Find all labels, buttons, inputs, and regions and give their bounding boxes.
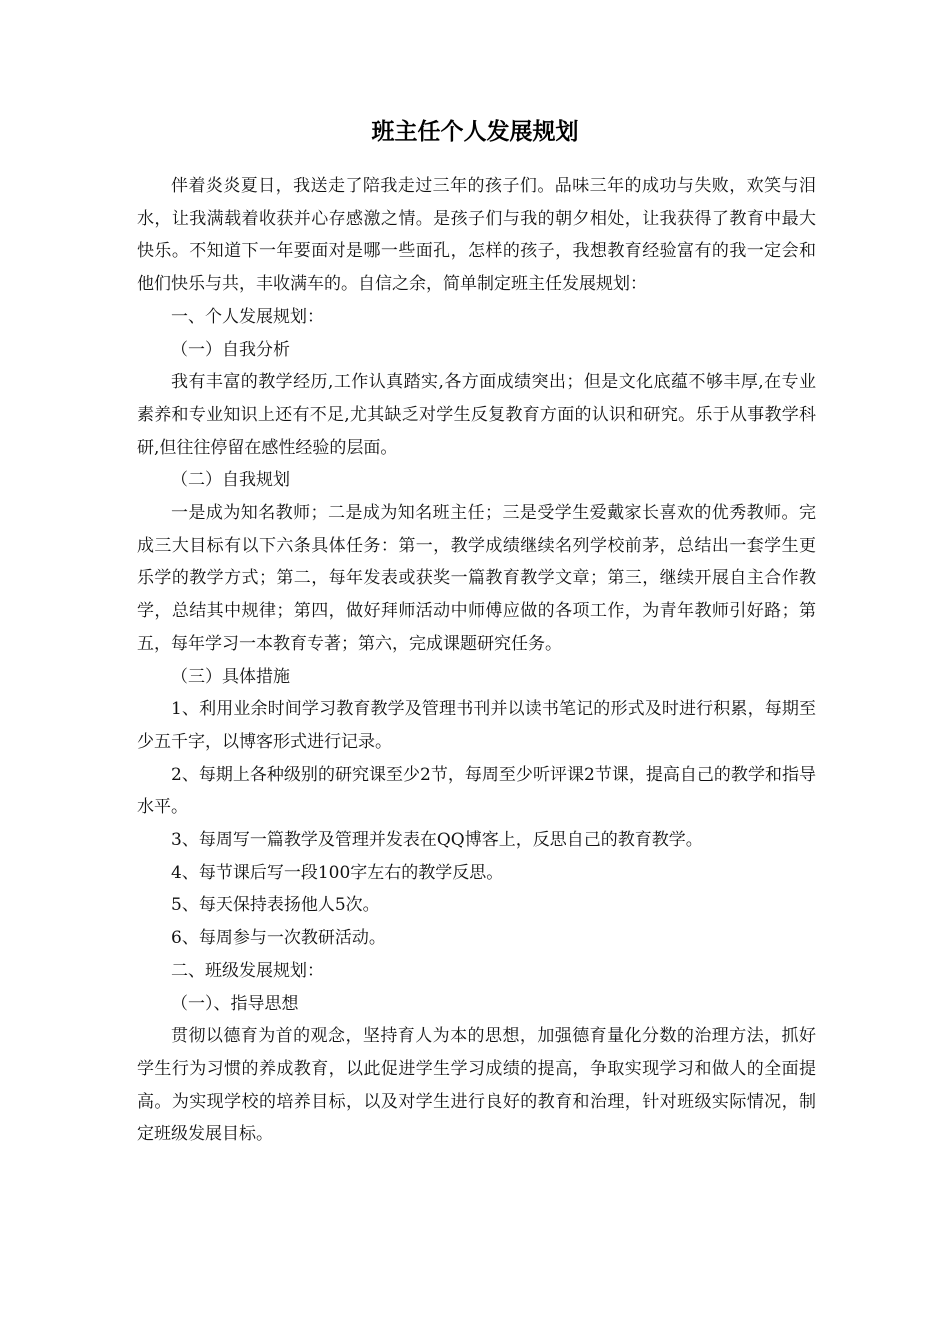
intro-paragraph: 伴着炎炎夏日，我送走了陪我走过三年的孩子们。品味三年的成功与失败，欢笑与泪水，让我满载着收获并心存感激之情。是孩子们与我的朝夕相处，让我获得了教育中最大快乐。不知道下一年要面对是哪一些面孔，怎样的孩子，我想教育经验富有的我一定会和他们快乐与共，丰收满车的。自信之余，简单制定班主任发展规划： (137, 176, 816, 295)
document-title: 班主任个人发展规划 (371, 119, 579, 145)
list-item: 5、每天保持表扬他人5次。 (171, 895, 380, 916)
body-paragraph: 我有丰富的教学经历,工作认真踏实,各方面成绩突出；但是文化底蕴不够丰厚,在专业素养和专业知识上还有不足,尤其缺乏对学生反复教育方面的认识和研究。乐于从事教学科研,但往往停留在感性经验的层面。 (137, 372, 816, 458)
list-item: 2、每期上各种级别的研究课至少2节，每周至少听评课2节课，提高自己的教学和指导水平。 (137, 764, 816, 818)
section-heading: 一、个人发展规划： (171, 306, 324, 327)
subsection-heading: （一）、指导思想 (171, 993, 299, 1014)
subsection-heading: （三）具体措施 (171, 666, 290, 687)
list-item: 6、每周参与一次教研活动。 (171, 928, 386, 949)
document-body (137, 170, 816, 1151)
list-item: 3、每周写一篇教学及管理并发表在QQ博客上，反思自己的教育教学。 (171, 830, 703, 851)
subsection-heading: （二）自我规划 (171, 470, 290, 491)
list-item: 4、每节课后写一段100字左右的教学反思。 (171, 862, 504, 883)
list-item: 1、利用业余时间学习教育教学及管理书刊并以读书笔记的形式及时进行积累，每期至少五千字，以博客形式进行记录。 (137, 699, 816, 752)
body-paragraph: 一是成为知名教师；二是成为知名班主任；三是受学生爱戴家长喜欢的优秀教师。完成三大目标有以下六条具体任务：第一，教学成绩继续名列学校前茅，总结出一套学生更乐学的教学方式；第二，每年发表或获奖一篇教育教学文章；第三，继续开展自主合作教学，总结其中规律；第四，做好拜师活动中师傅应做的各项工作，为青年教师引好路；第五，每年学习一本教育专著；第六，完成课题研究任务。 (137, 503, 816, 654)
section-heading: 二、班级发展规划： (171, 960, 324, 981)
subsection-heading: （一）自我分析 (171, 339, 290, 360)
body-paragraph: 贯彻以德育为首的观念，坚持育人为本的思想，加强德育量化分数的治理方法，抓好学生行为习惯的养成教育，以此促进学生学习成绩的提高，争取实现学习和做人的全面提高。为实现学校的培养目标，以及对学生进行良好的教育和治理，针对班级实际情况，制定班级发展目标。 (137, 1026, 816, 1145)
